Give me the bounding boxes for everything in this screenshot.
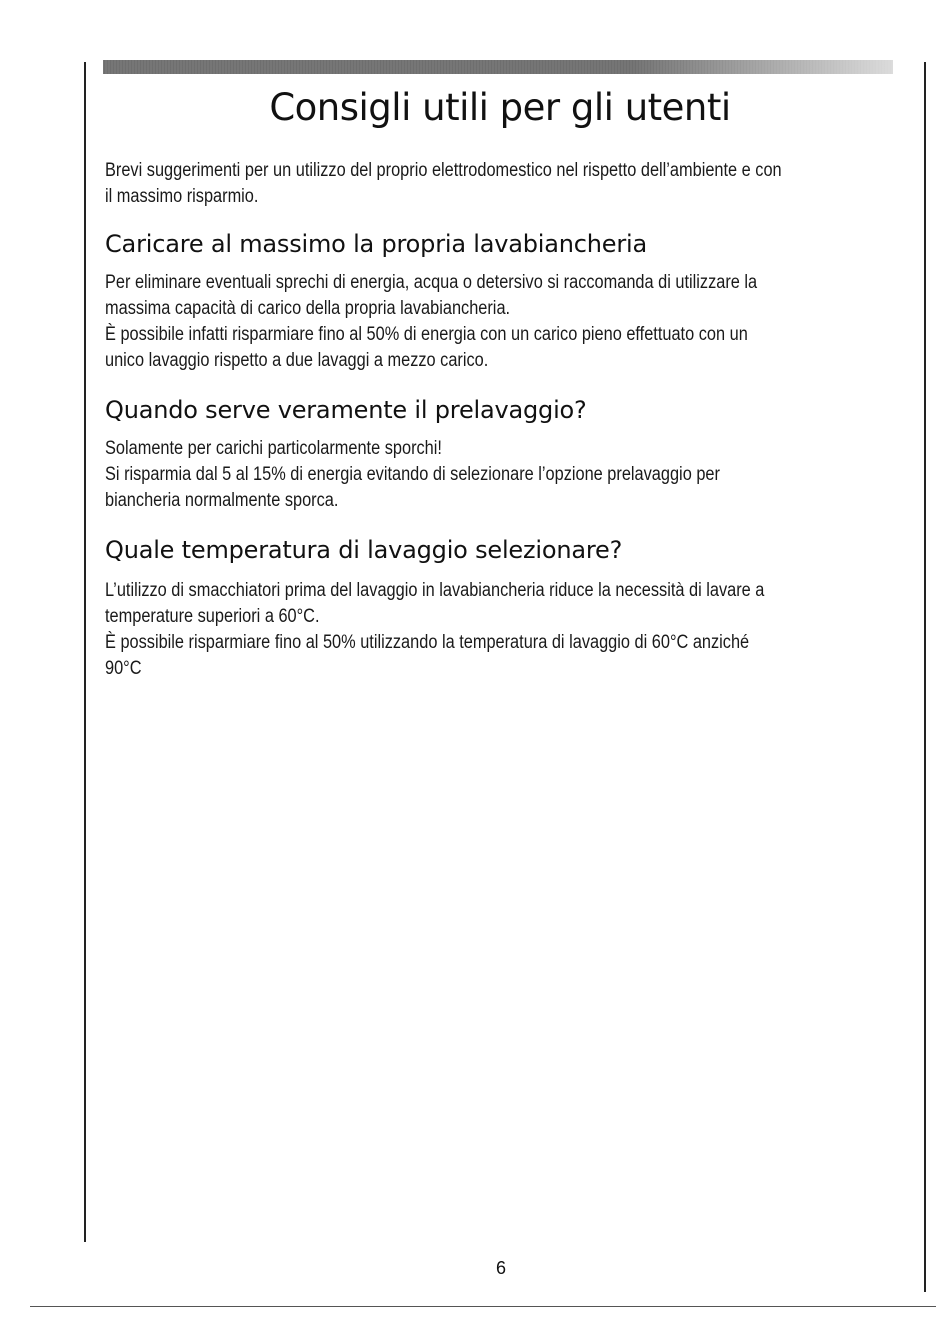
section-heading-prewash: Quando serve veramente il prelavaggio? — [105, 396, 587, 424]
intro-paragraph — [105, 158, 893, 210]
left-margin-rule — [84, 62, 86, 1242]
paragraph-line: Si risparmia dal 5 al 15% di energia evitando di selezionare l’opzione prelavaggio per — [105, 464, 720, 485]
paragraph-line: biancheria normalmente sporca. — [105, 490, 339, 511]
paragraph-line: 90°C — [105, 658, 142, 679]
section-heading-load: Caricare al massimo la propria lavabiancheria — [105, 230, 647, 258]
section-heading-temperature: Quale temperatura di lavaggio selezionare? — [105, 536, 623, 564]
paragraph-line: L’utilizzo di smacchiatori prima del lavaggio in lavabiancheria riduce la necessità di lavare a — [105, 580, 765, 601]
section-paragraph-prewash — [105, 436, 893, 514]
paragraph-line: unico lavaggio rispetto a due lavaggi a mezzo carico. — [105, 350, 489, 371]
paragraph-line: Per eliminare eventuali sprechi di energia, acqua o detersivo si raccomanda di utilizzare la — [105, 272, 758, 293]
intro-line: il massimo risparmio. — [105, 186, 259, 207]
bottom-page-rule — [30, 1306, 936, 1307]
intro-line: Brevi suggerimenti per un utilizzo del proprio elettrodomestico nel rispetto dell’ambiente e con — [105, 160, 782, 181]
right-margin-rule — [924, 62, 926, 1292]
header-scan-bar — [103, 60, 893, 74]
paragraph-line: massima capacità di carico della propria lavabiancheria. — [105, 298, 511, 319]
paragraph-line: È possibile risparmiare fino al 50% utilizzando la temperatura di lavaggio di 60°C anziché — [105, 632, 750, 653]
section-paragraph-load — [105, 270, 893, 374]
page-title: Consigli utili per gli utenti — [269, 86, 731, 129]
section-paragraph-temperature — [105, 578, 893, 682]
paragraph-line: È possibile infatti risparmiare fino al 50% di energia con un carico pieno effettuato con un — [105, 324, 748, 345]
document-body — [105, 158, 895, 682]
paragraph-line: Solamente per carichi particolarmente sporchi! — [105, 438, 442, 459]
page-number: 6 — [496, 1258, 507, 1278]
paragraph-line: temperature superiori a 60°C. — [105, 606, 320, 627]
